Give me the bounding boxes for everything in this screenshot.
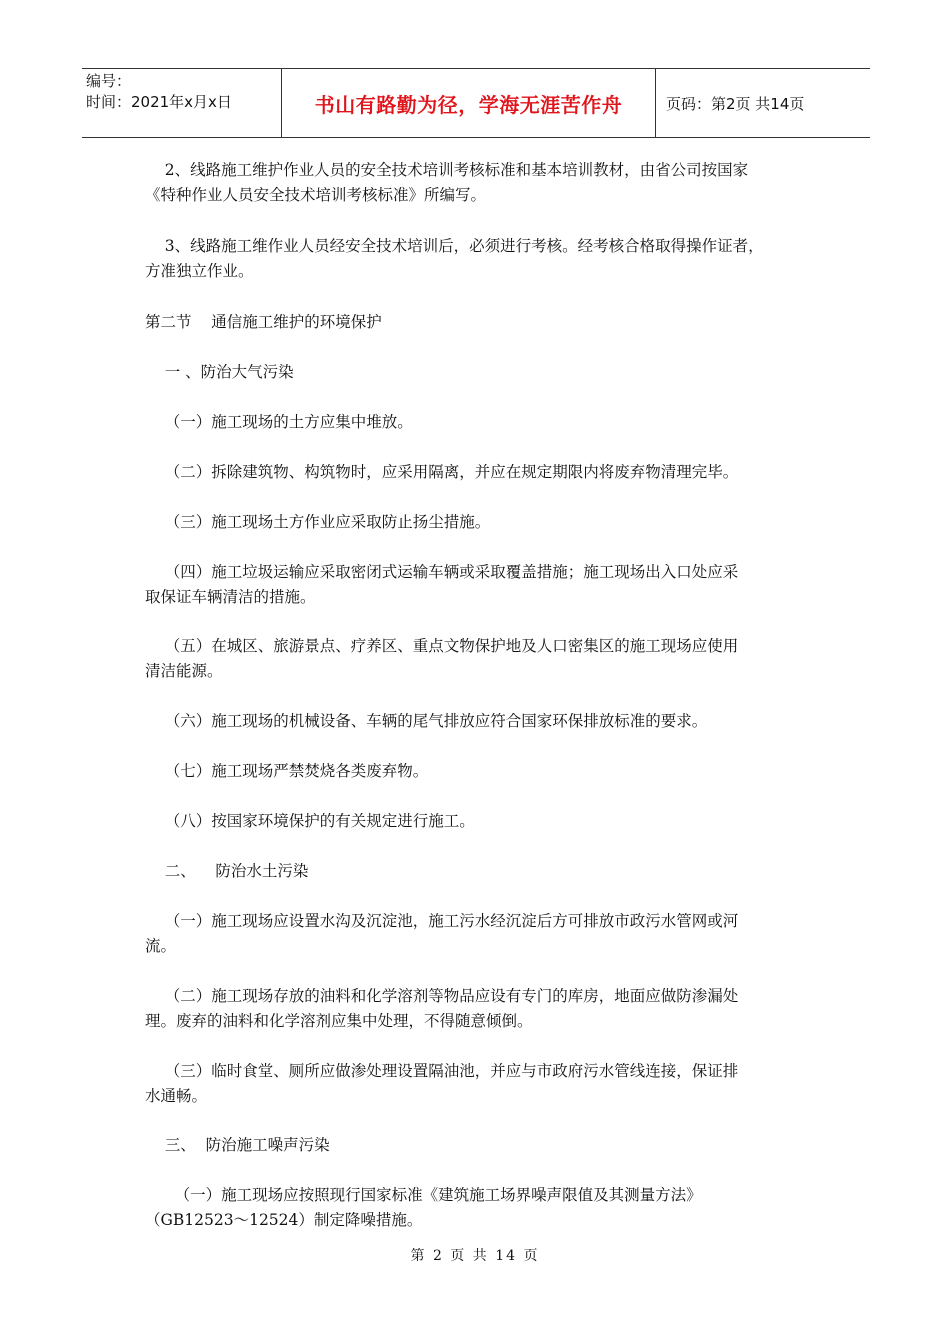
list-item: （六）施工现场的机械设备、车辆的尾气排放应符合国家环保排放标准的要求。	[145, 712, 708, 730]
page-footer: 第 2 页 共 14 页	[410, 1248, 540, 1264]
list-item: （五）在城区、旅游景点、疗养区、重点文物保护地及人口密集区的施工现场应使用 清洁能源。	[145, 637, 739, 680]
list-item: （三）临时食堂、厕所应做渗处理设置隔油池，并应与市政府污水管线连接，保证排 水通畅。	[145, 1062, 739, 1105]
page-header	[82, 68, 870, 138]
paragraph: 2、线路施工维护作业人员的安全技术培训考核标准和基本培训教材，由省公司按国家 《特种作业人员安全技术培训考核标准》所编写。	[145, 161, 749, 204]
list-item: （二）施工现场存放的油料和化学溶剂等物品应设有专门的库房，地面应做防渗漏处 理。废弃的油料和化学溶剂应集中处理，不得随意倾倒。	[145, 987, 739, 1030]
section-heading: 第二节 通信施工维护的环境保护	[145, 313, 382, 331]
list-item: （四）施工垃圾运输应采取密闭式运输车辆或采取覆盖措施；施工现场出入口处应采 取保证车辆清洁的措施。	[145, 563, 739, 606]
header-info	[82, 69, 282, 137]
number-label: 编号：	[86, 72, 132, 90]
time-label: 时间：2021年x月x日	[86, 93, 232, 111]
header-page-info: 页码：第2页 共14页	[666, 94, 805, 113]
subsection-heading: 二、 防治水土污染	[145, 862, 309, 880]
list-item: （七）施工现场严禁焚烧各类废弃物。	[145, 762, 429, 780]
list-item: （一）施工现场应设置水沟及沉淀池，施工污水经沉淀后方可排放市政污水管网或河 流。	[145, 912, 739, 955]
list-item: （三）施工现场土方作业应采取防止扬尘措施。	[145, 513, 491, 531]
header-motto: 书山有路勤为径，学海无涯苦作舟	[282, 69, 656, 137]
subsection-heading: 一 、防治大气污染	[145, 363, 294, 381]
list-item: （一）施工现场的土方应集中堆放。	[145, 413, 413, 431]
paragraph: 3、线路施工维作业人员经安全技术培训后，必须进行考核。经考核合格取得操作证者， 方准独立作业。	[145, 237, 764, 280]
list-item: （八）按国家环境保护的有关规定进行施工。	[145, 812, 475, 830]
subsection-heading: 三、 防治施工噪声污染	[145, 1136, 330, 1154]
list-item: （一）施工现场应按照现行国家标准《建筑施工场界噪声限值及其测量方法》 （GB12523～12524）制定降噪措施。	[145, 1186, 702, 1229]
list-item: （二）拆除建筑物、构筑物时，应采用隔离，并应在规定期限内将废弃物清理完毕。	[145, 463, 739, 481]
